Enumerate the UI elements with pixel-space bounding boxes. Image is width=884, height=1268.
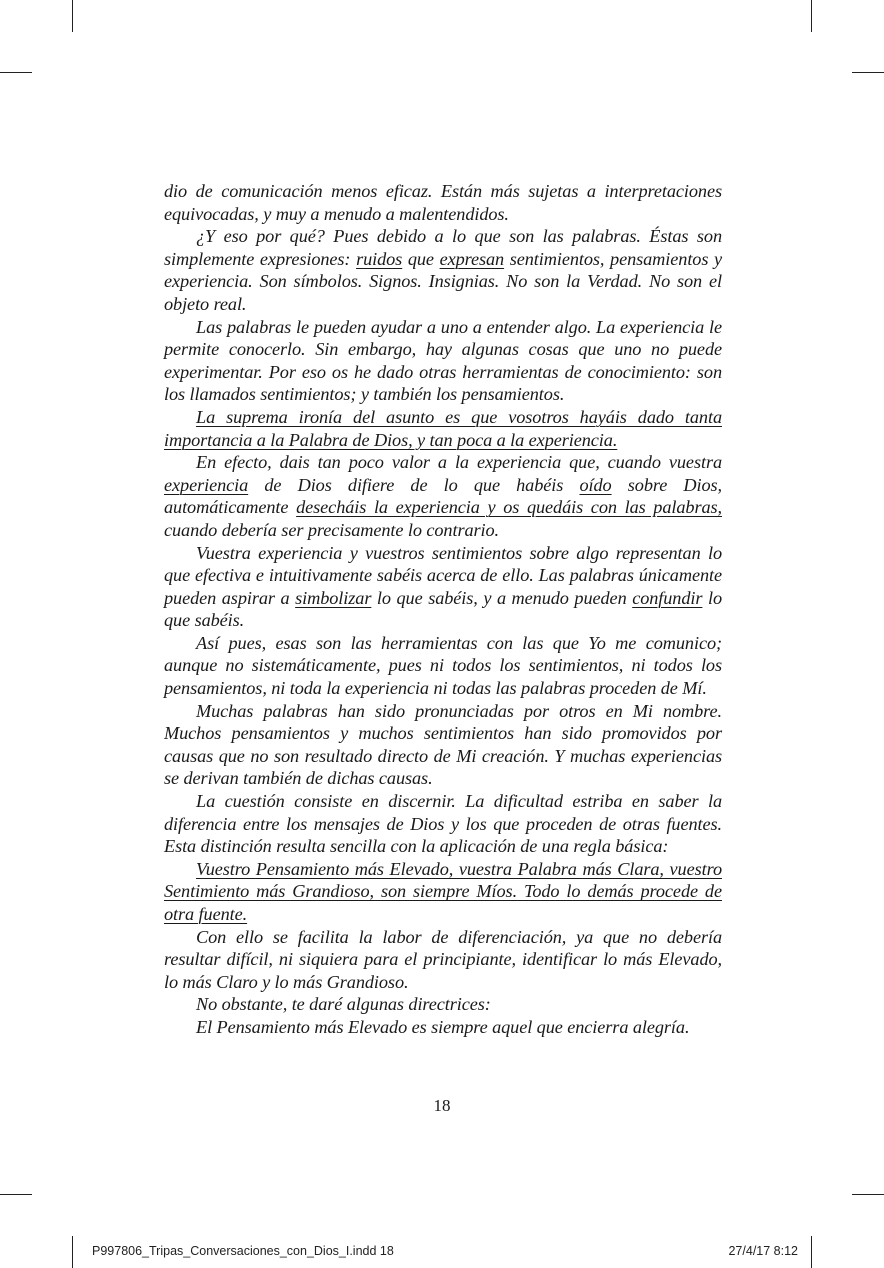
paragraph-p1	[164, 180, 722, 225]
crop-mark-left-bottom	[0, 1194, 32, 1195]
body-text	[164, 180, 722, 1039]
paragraph-text: Las palabras le pueden ayudar a uno a entender algo. La experiencia le permite conocerlo. Sin embargo, hay algunas cosas que uno no puede experimentar. Por eso os he dado otras herramientas de conocimiento: son los llamados sentimientos; y también los pensamientos.	[164, 316, 722, 405]
underlined-text: La suprema ironía del asunto es que vosotros hayáis dado tanta importancia a la Palabra de Dios, y tan poca a la experiencia.	[164, 406, 722, 450]
paragraph-text: Vuestra experiencia y vuestros sentimientos sobre algo representan lo que efectiva e intuitivamente sabéis acerca de ello. Las palabras únicamente pueden aspirar a	[164, 542, 722, 608]
paragraph-p6	[164, 542, 722, 632]
crop-mark-top-left	[72, 0, 73, 32]
crop-mark-right-top	[852, 72, 884, 73]
paragraph-text: No obstante, te daré algunas directrices:	[196, 994, 491, 1015]
paragraph-p4	[164, 406, 722, 451]
paragraph-text: dio de comunicación menos eficaz. Están más sujetas a interpretaciones equivocadas, y muy a menudo a malentendidos.	[164, 181, 722, 224]
crop-mark-top-right	[811, 0, 812, 32]
slug-file-name: P997806_Tripas_Conversaciones_con_Dios_I.indd 18	[92, 1244, 394, 1258]
page-number: 18	[433, 1096, 451, 1115]
paragraph-text: cuando debería ser precisamente lo contrario.	[164, 519, 499, 540]
paragraph-text: sobre Dios, automáticamente	[164, 474, 722, 518]
underlined-text: desecháis la experiencia y os quedáis con las palabras,	[296, 497, 722, 518]
paragraph-p2	[164, 225, 722, 315]
paragraph-text: ¿Y eso por qué? Pues debido a lo que son las palabras. Éstas son simplemente expresiones:	[164, 226, 722, 269]
paragraph-text: lo que sabéis.	[164, 587, 722, 631]
paragraph-p13	[164, 1016, 722, 1039]
paragraph-text: lo que sabéis, y a menudo pueden	[371, 587, 633, 608]
crop-mark-bottom-left	[72, 1236, 73, 1268]
paragraph-text: de Dios difiere de lo que habéis	[248, 474, 580, 495]
paragraph-p3	[164, 316, 722, 406]
underlined-text: confundir	[632, 587, 703, 608]
paragraph-p7	[164, 632, 722, 700]
paragraph-p5	[164, 451, 722, 541]
paragraph-text: La cuestión consiste en discernir. La dificultad estriba en saber la diferencia entre los mensajes de Dios y los que proceden de otras fuentes. Esta distinción resulta sencilla con la aplicación de una regla básica:	[164, 791, 722, 857]
crop-mark-right-bottom	[852, 1194, 884, 1195]
underlined-text: ruidos	[356, 248, 403, 269]
paragraph-text: En efecto, dais tan poco valor a la experiencia que, cuando vuestra	[196, 452, 722, 473]
paragraph-p9	[164, 790, 722, 858]
underlined-text: experiencia	[164, 474, 249, 495]
paragraph-text: sentimientos, pensamientos y experiencia. Son símbolos. Signos. Insignias. No son la Verdad. No son el objeto real.	[164, 248, 722, 314]
paragraph-text: Así pues, esas son las herramientas con las que Yo me comunico; aunque no sistemáticamente, pues ni todos los sentimientos, ni todos los pensamientos, ni toda la experiencia ni todas las palabras proceden de Mí.	[164, 632, 722, 699]
paragraph-p11	[164, 926, 722, 994]
paragraph-p10	[164, 858, 722, 926]
paragraph-text: Muchas palabras han sido pronunciadas por otros en Mi nombre. Muchos pensamientos y muchos sentimientos han sido promovidos por causas que no son resultado directo de Mi creación. Y muchas experiencias se derivan también de dichas causas.	[164, 700, 722, 789]
paragraph-p8	[164, 700, 722, 790]
underlined-text: oído	[579, 474, 612, 495]
paragraph-text: Con ello se facilita la labor de diferenciación, ya que no debería resultar difícil, ni siquiera para el principiante, identificar lo más Elevado, lo más Claro y lo más Grandioso.	[164, 926, 722, 992]
crop-mark-bottom-right	[811, 1236, 812, 1268]
underlined-text: expresan	[439, 248, 505, 269]
paragraph-p12	[164, 993, 722, 1016]
underlined-text: simbolizar	[295, 587, 372, 608]
underlined-text: Vuestro Pensamiento más Elevado, vuestra Palabra más Clara, vuestro Sentimiento más Grandioso, son siempre Míos. Todo lo demás procede de otra fuente.	[164, 858, 722, 924]
paragraph-text: El Pensamiento más Elevado es siempre aquel que encierra alegría.	[196, 1016, 690, 1037]
crop-mark-left-top	[0, 72, 32, 73]
slug-date-time: 27/4/17 8:12	[728, 1244, 798, 1258]
paragraph-text: que	[402, 248, 440, 269]
